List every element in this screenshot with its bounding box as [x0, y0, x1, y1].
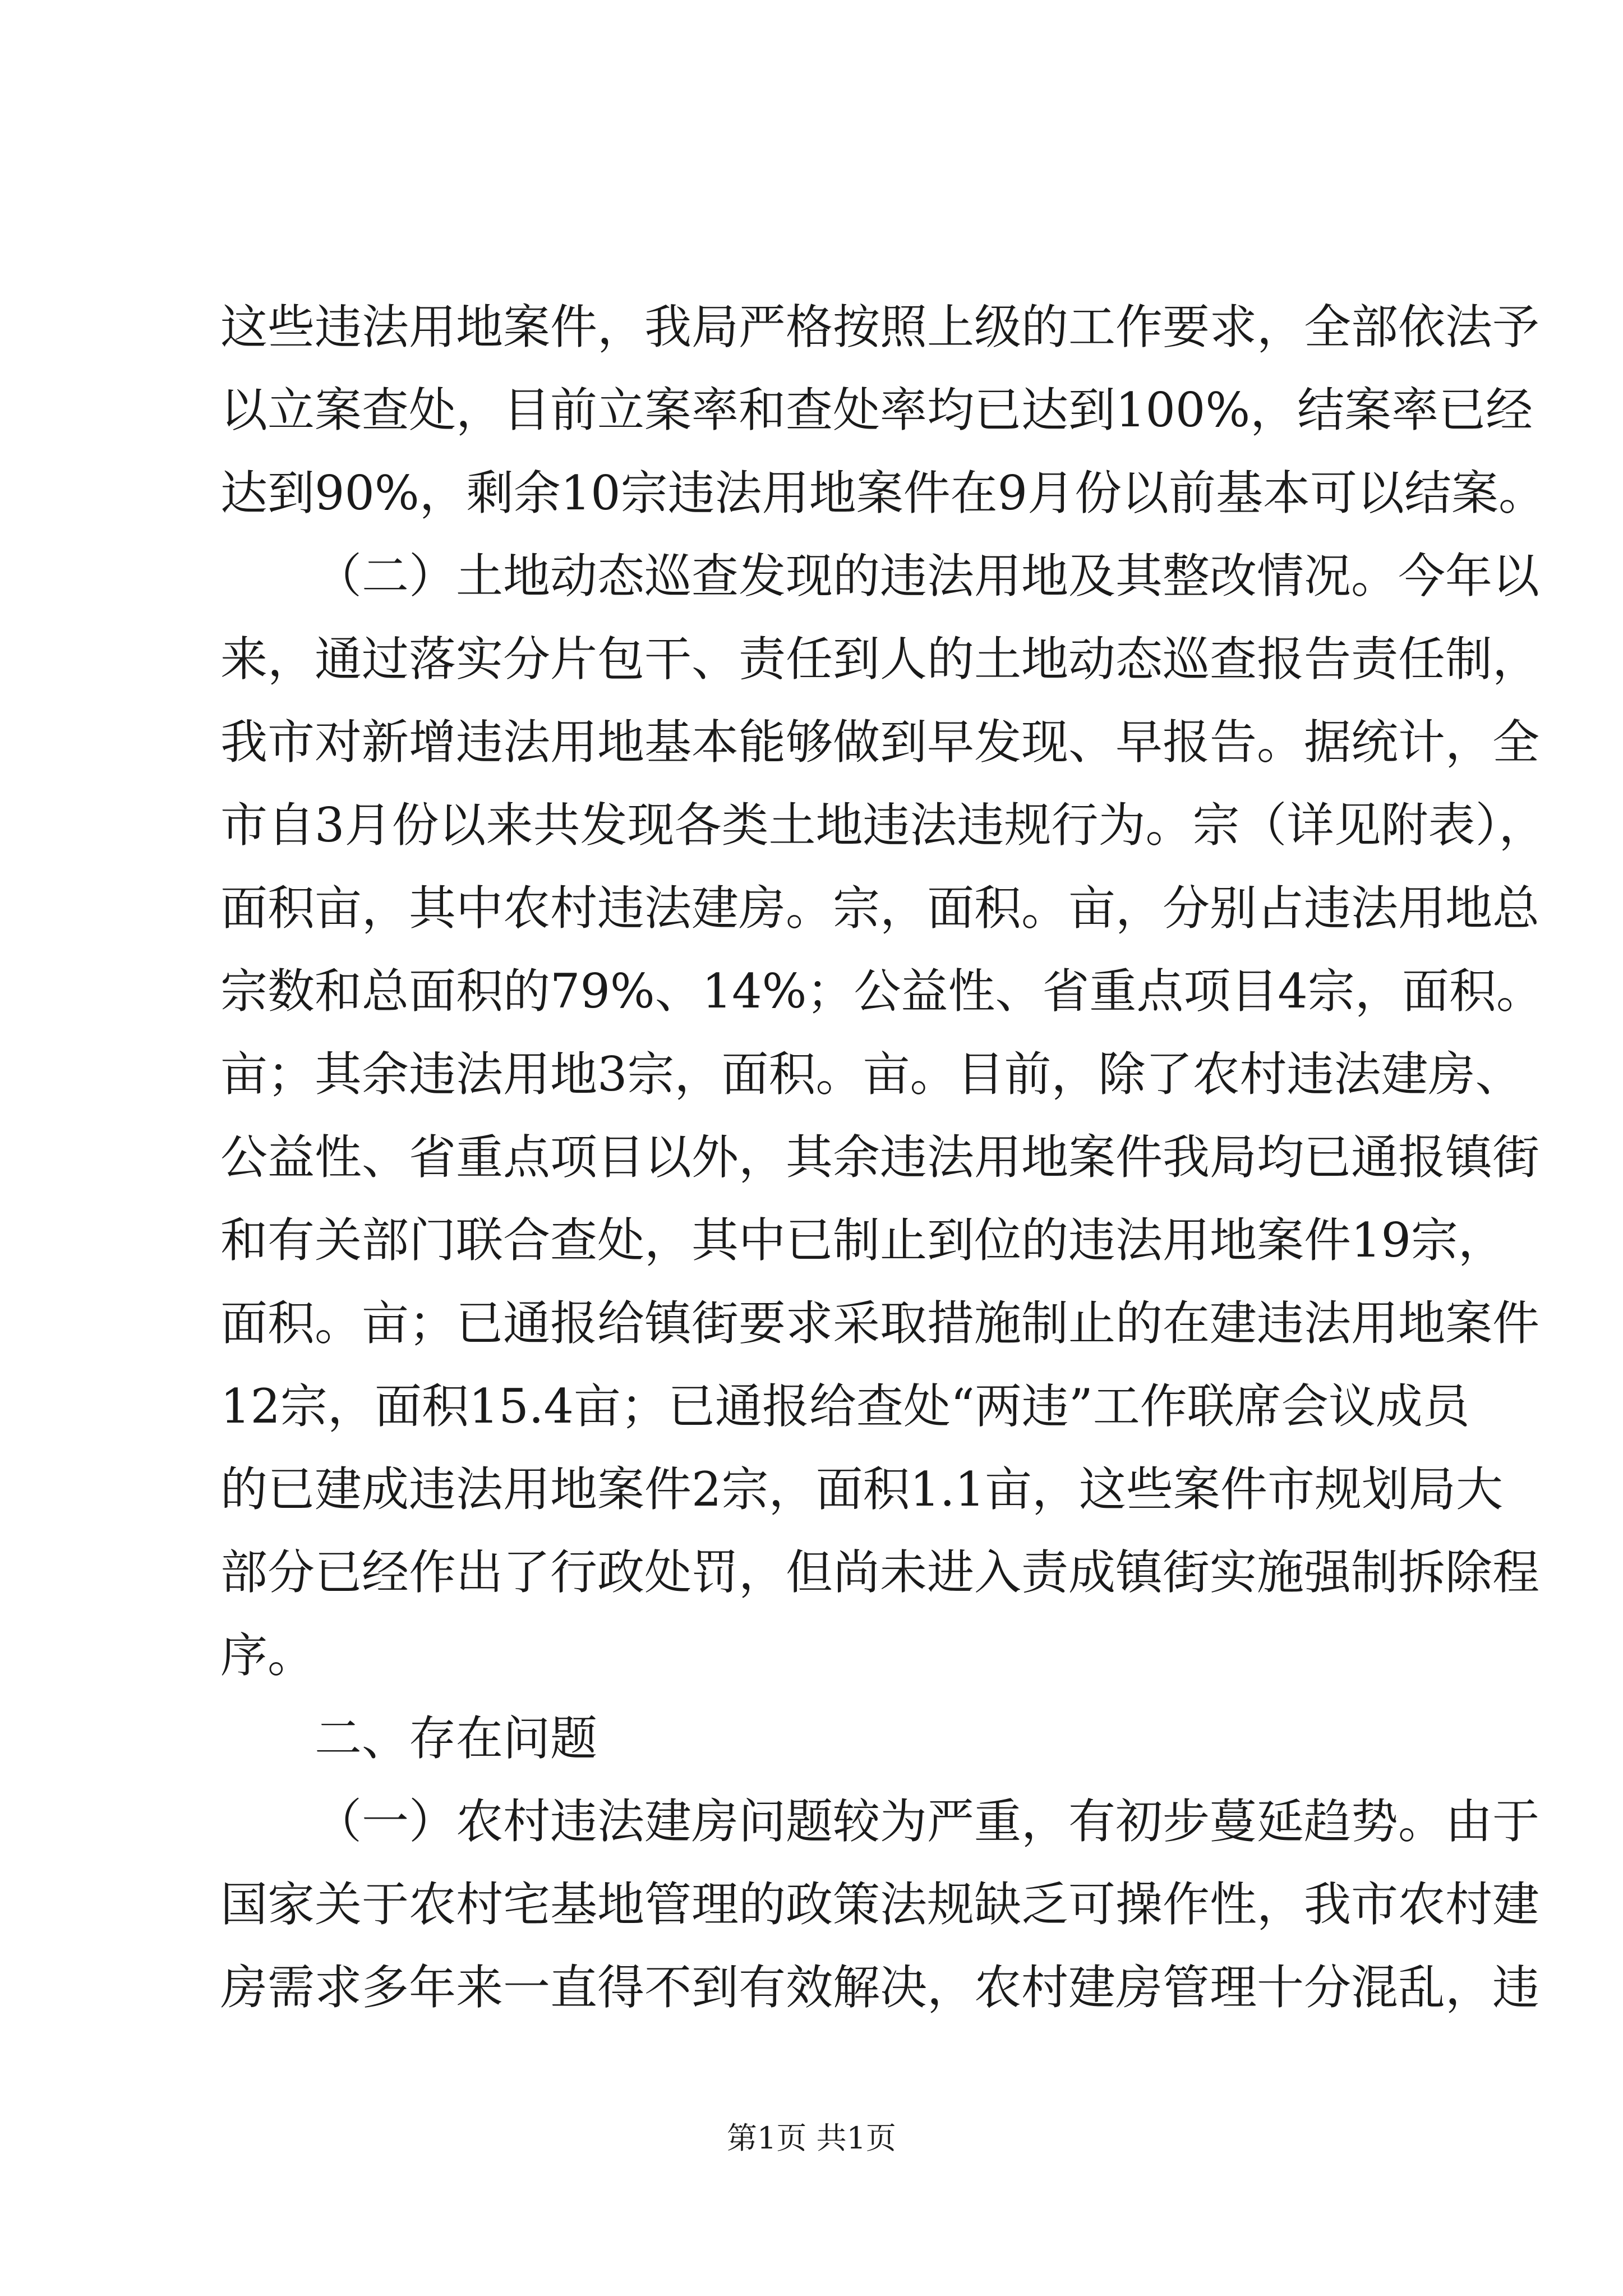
text-line: 面积。亩；已通报给镇街要求采取措施制止的在建违法用地案件 — [220, 1296, 1540, 1351]
text-line: 序。 — [220, 1628, 315, 1683]
text-line: 12宗，面积15.4亩；已通报给查处“两违”工作联席会议成员 — [220, 1379, 1470, 1434]
text-line: 来，通过落实分片包干、责任到人的土地动态巡查报告责任制， — [220, 632, 1540, 687]
text-line: （二）土地动态巡查发现的违法用地及其整改情况。今年以 — [315, 549, 1540, 604]
text-line: 国家关于农村宅基地管理的政策法规缺乏可操作性，我市农村建 — [220, 1877, 1540, 1932]
text-line: 以立案查处，目前立案率和查处率均已达到100%，结案率已经 — [220, 383, 1533, 438]
text-line: 我市对新增违法用地基本能够做到早发现、早报告。据统计，全 — [220, 715, 1540, 770]
text-line: 市自3月份以来共发现各类土地违法违规行为。宗（详见附表）， — [220, 798, 1546, 853]
text-line: 达到90%，剩余10宗违法用地案件在9月份以前基本可以结案。 — [220, 466, 1546, 521]
text-line: 部分已经作出了行政处罚，但尚未进入责成镇街实施强制拆除程 — [220, 1545, 1540, 1600]
text-line: 房需求多年来一直得不到有效解决，农村建房管理十分混乱，违 — [220, 1960, 1540, 2015]
text-line: 宗数和总面积的79%、14%；公益性、省重点项目4宗，面积。 — [220, 964, 1543, 1019]
text-line: 亩；其余违法用地3宗，面积。亩。目前，除了农村违法建房、 — [220, 1047, 1523, 1102]
text-line: 的已建成违法用地案件2宗，面积1.1亩，这些案件市规划局大 — [220, 1462, 1504, 1517]
page-footer: 第1页 共1页 — [727, 2120, 896, 2156]
text-line: 公益性、省重点项目以外，其余违法用地案件我局均已通报镇街 — [220, 1130, 1540, 1185]
section-heading: 二、存在问题 — [315, 1711, 598, 1766]
text-line: 和有关部门联合查处，其中已制止到位的违法用地案件19宗， — [220, 1213, 1505, 1268]
text-line: 面积亩，其中农村违法建房。宗，面积。亩，分别占违法用地总 — [220, 881, 1540, 936]
text-line: （一）农村违法建房问题较为严重，有初步蔓延趋势。由于 — [315, 1794, 1540, 1849]
text-line: 这些违法用地案件，我局严格按照上级的工作要求，全部依法予 — [220, 300, 1540, 355]
